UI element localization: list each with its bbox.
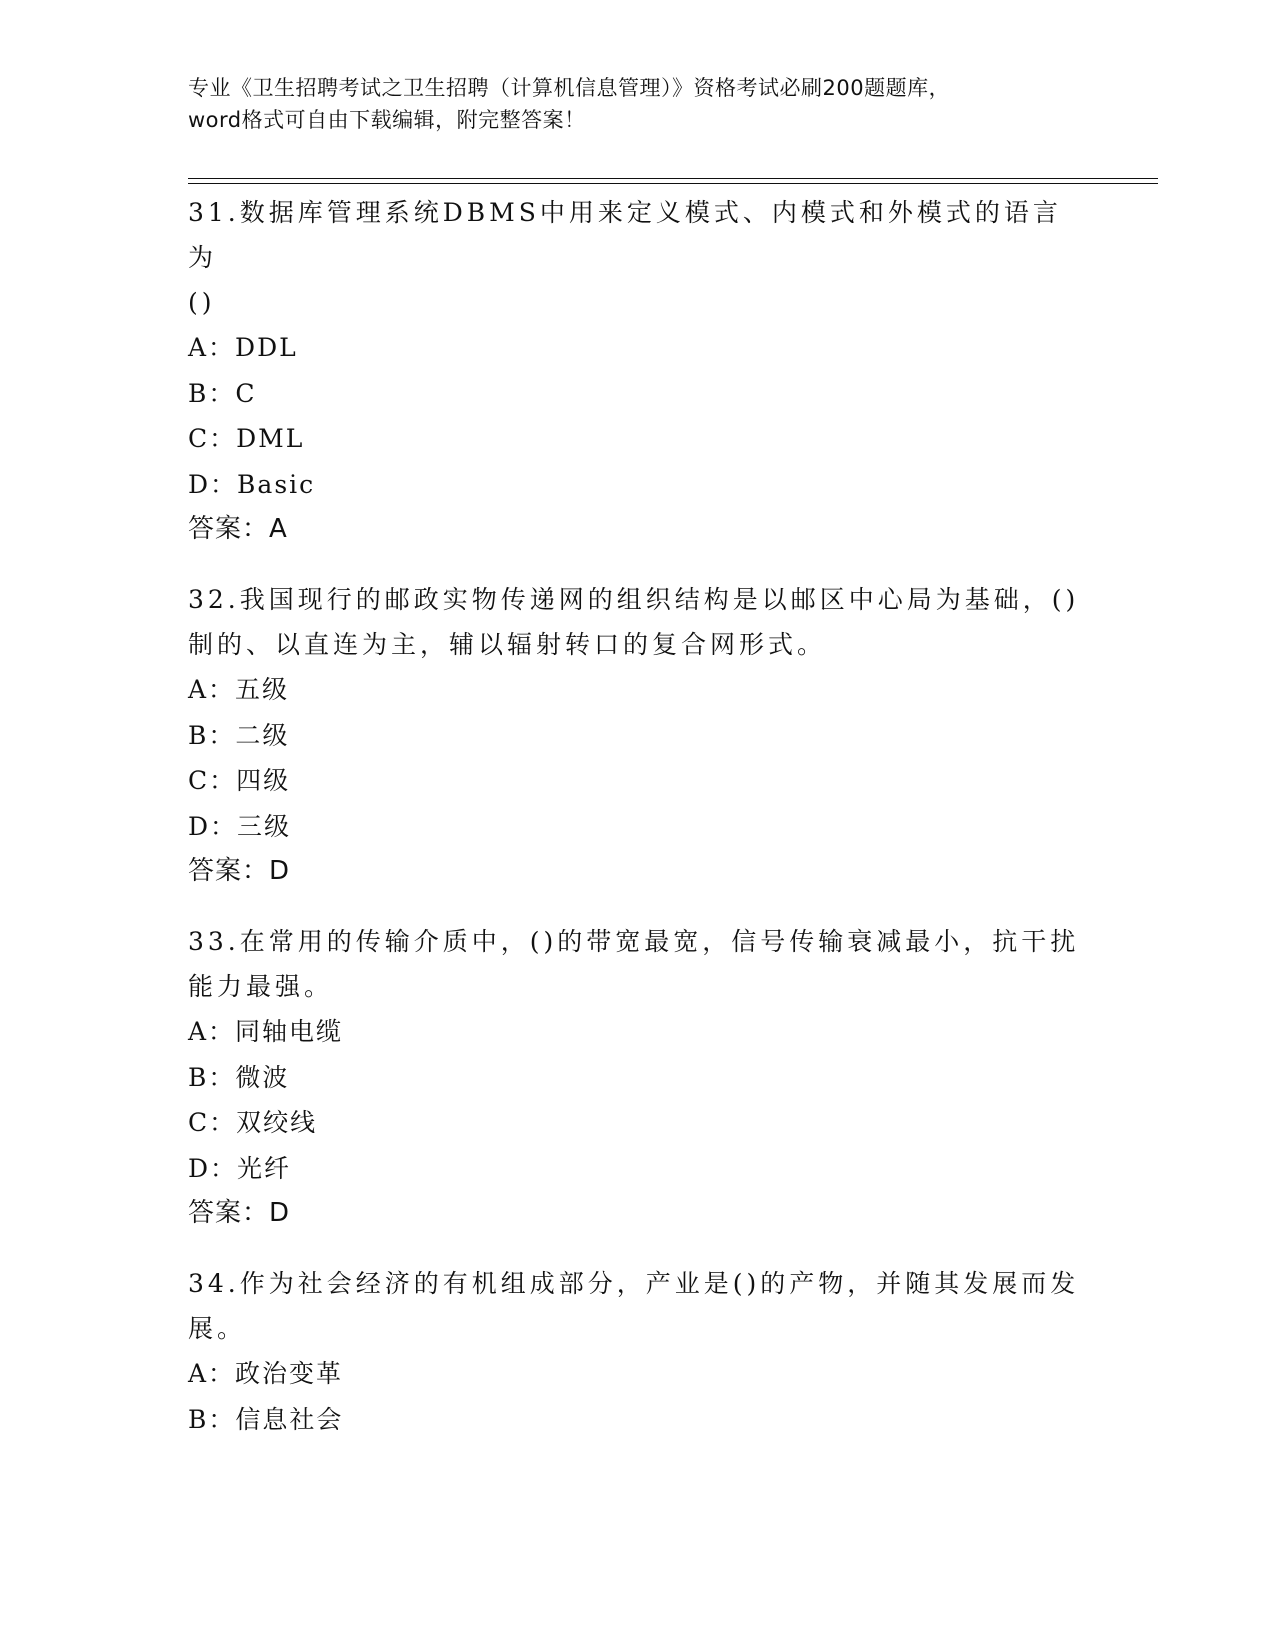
option-b: B：C: [188, 378, 257, 408]
option-c: C：DML: [188, 424, 305, 453]
answer-line: 答案：D: [188, 856, 291, 886]
question-33: [188, 919, 1088, 1235]
header-divider-bottom: [188, 183, 1158, 184]
option-b: B：信息社会: [188, 1404, 344, 1434]
question-text-line: 展。: [188, 1314, 247, 1343]
option-a: A：五级: [188, 675, 290, 704]
question-text-line: (): [188, 288, 216, 317]
question-34: [188, 1261, 1088, 1442]
answer-line: 答案：A: [188, 514, 288, 544]
question-31: [188, 190, 1088, 551]
option-d: D：三级: [188, 811, 292, 841]
question-text-line: 32.我国现行的邮政实物传递网的组织结构是以邮区中心局为基础，(): [188, 585, 1080, 614]
option-d: D：Basic: [188, 469, 316, 499]
header-line-1: 专业《卫生招聘考试之卫生招聘（计算机信息管理）》资格考试必刷200题题库，: [188, 76, 951, 100]
question-list: [188, 190, 1088, 1468]
header-line-2: word格式可自由下载编辑，附完整答案！: [188, 108, 586, 132]
option-c: C：双绞线: [188, 1108, 318, 1137]
document-header: [188, 72, 1088, 136]
option-a: A：DDL: [188, 333, 298, 362]
header-divider-top: [188, 178, 1158, 179]
answer-line: 答案：D: [188, 1198, 291, 1228]
option-b: B：二级: [188, 720, 290, 750]
option-b: B：微波: [188, 1062, 290, 1092]
question-32: [188, 577, 1088, 893]
option-a: A：同轴电缆: [188, 1017, 344, 1046]
question-text-line: 能力最强。: [188, 972, 334, 1001]
question-text-line: 31.数据库管理系统DBMS中用来定义模式、内模式和外模式的语言为: [188, 198, 1062, 272]
option-a: A：政治变革: [188, 1359, 344, 1388]
question-text-line: 33.在常用的传输介质中，()的带宽最宽，信号传输衰减最小，抗干扰: [188, 927, 1080, 956]
question-text-line: 制的、以直连为主，辅以辐射转口的复合网形式。: [188, 630, 827, 659]
option-c: C：四级: [188, 766, 291, 795]
option-d: D：光纤: [188, 1153, 292, 1183]
question-text-line: 34.作为社会经济的有机组成部分，产业是()的产物，并随其发展而发: [188, 1269, 1080, 1298]
